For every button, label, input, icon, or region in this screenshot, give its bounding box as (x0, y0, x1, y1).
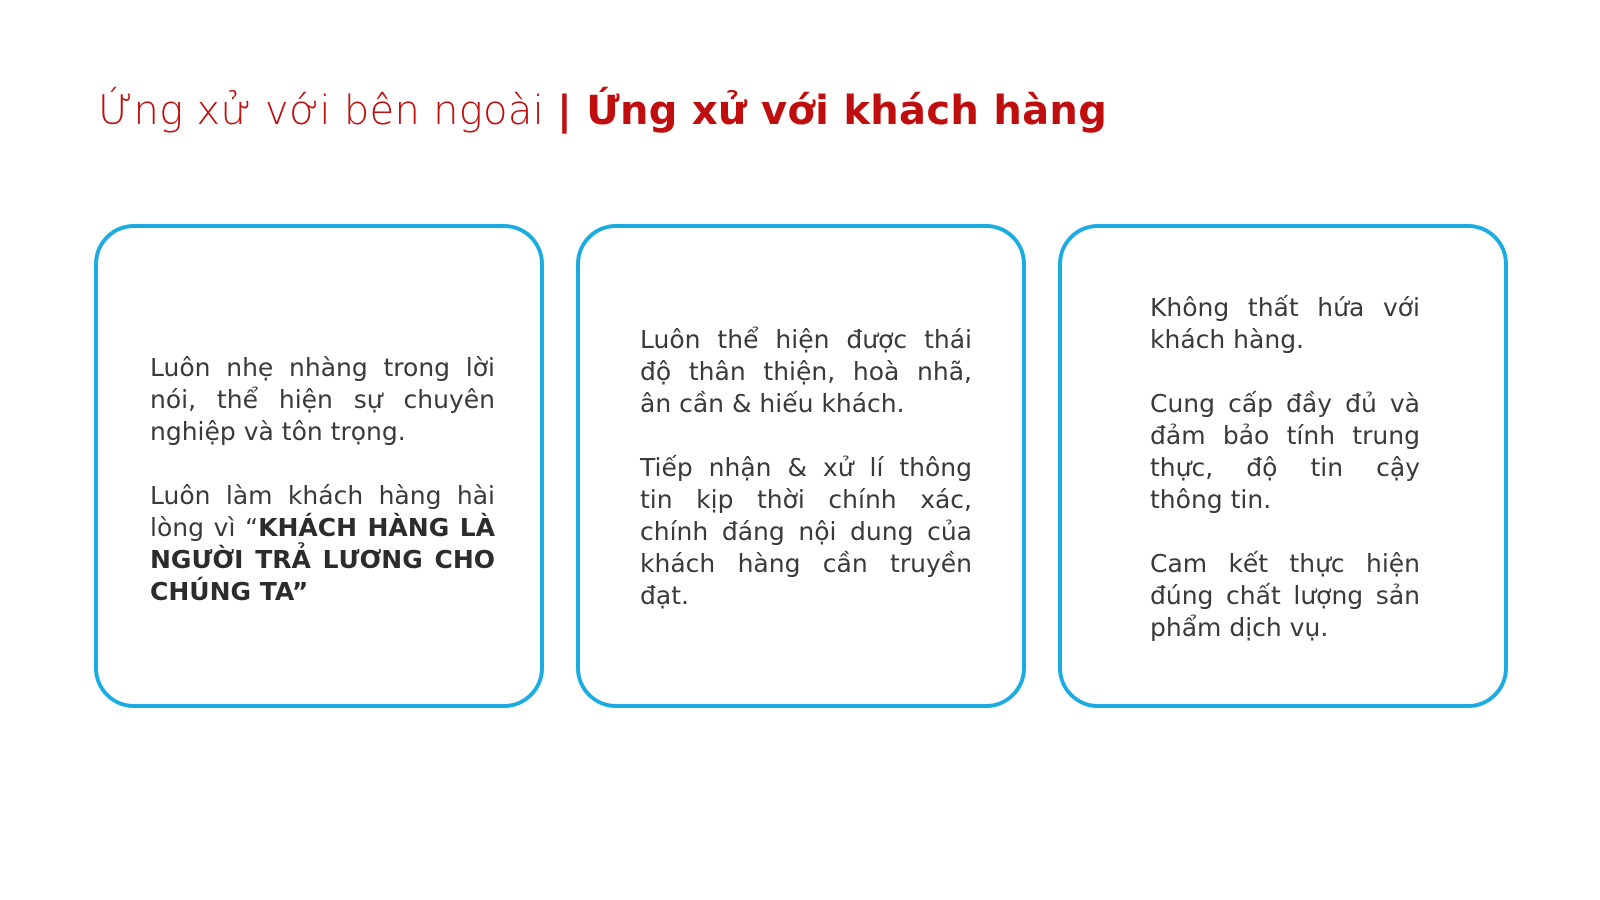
card-friendly-attitude (576, 224, 1026, 708)
card-paragraph-lead: Luôn làm khách hàng hài lòng vì “ (150, 481, 495, 542)
card-paragraph: Luôn thể hiện được thái độ thân thiện, hoà nhã, ân cần & hiếu khách. (640, 325, 972, 418)
card-paragraph (150, 480, 495, 608)
card-text (640, 324, 972, 612)
title-section: Ứng xử với bên ngoài (98, 88, 558, 134)
card-text (1150, 292, 1420, 644)
card-speech-attitude (94, 224, 544, 708)
card-paragraph: Không thất hứa với khách hàng. (1150, 293, 1420, 354)
title-subsection: Ứng xử với khách hàng (572, 88, 1108, 134)
card-paragraph: Tiếp nhận & xử lí thông tin kịp thời chính xác, chính đáng nội dung của khách hàng cần truyền đạt. (640, 453, 972, 610)
card-paragraph: Luôn nhẹ nhàng trong lời nói, thể hiện sự chuyên nghiệp và tôn trọng. (150, 353, 495, 446)
card-commitments (1058, 224, 1508, 708)
card-text (150, 352, 495, 608)
card-emphasis: KHÁCH HÀNG LÀ NGƯỜI TRẢ LƯƠNG CHO CHÚNG TA” (150, 513, 495, 606)
card-paragraph: Cam kết thực hiện đúng chất lượng sản phẩm dịch vụ. (1150, 549, 1420, 642)
card-paragraph: Cung cấp đầy đủ và đảm bảo tính trung thực, độ tin cậy thông tin. (1150, 389, 1420, 514)
page-title (98, 84, 1107, 138)
title-separator: | (557, 88, 572, 134)
